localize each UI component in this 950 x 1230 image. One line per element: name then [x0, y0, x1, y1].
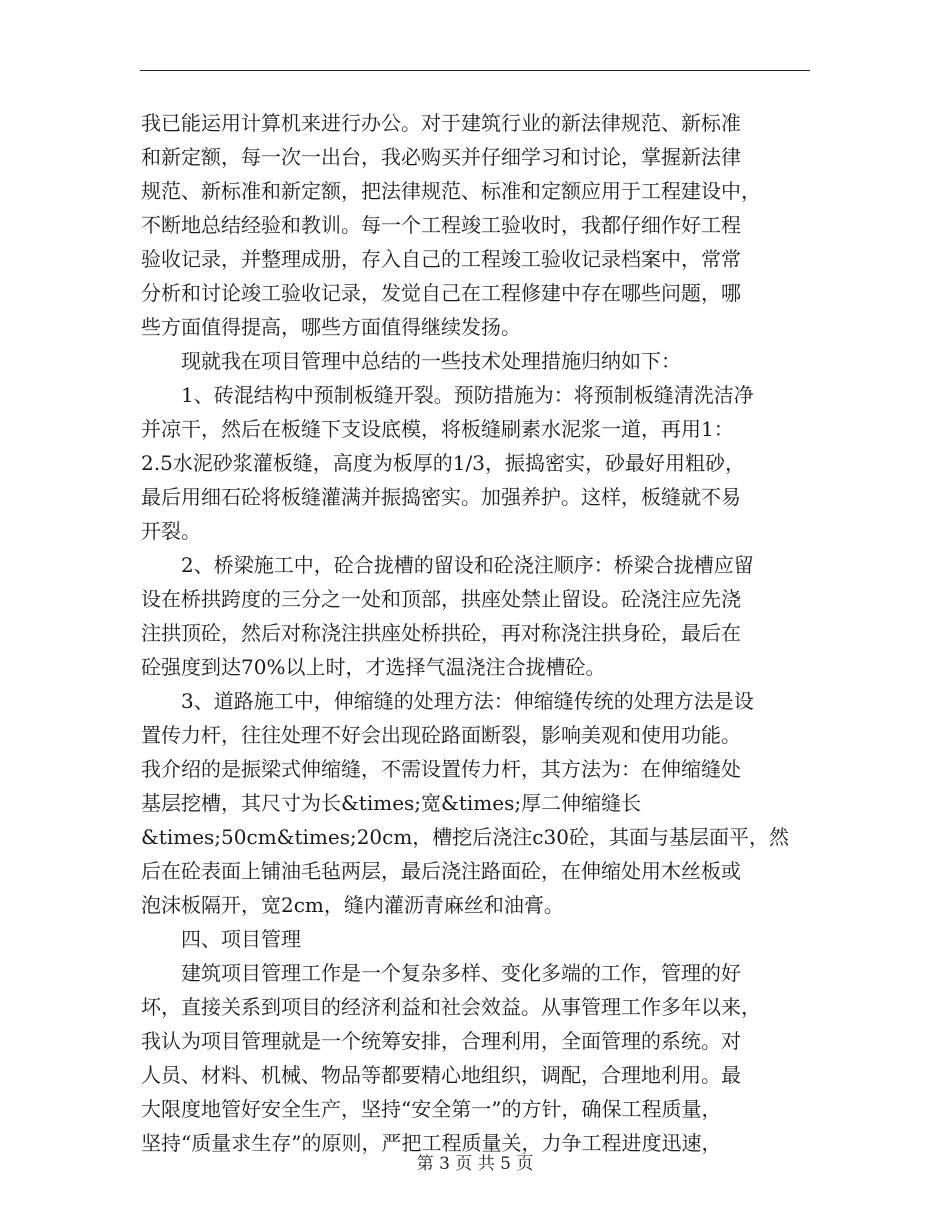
text-line: 我介绍的是振梁式伸缩缝，不需设置传力杆，其方法为：在伸缩缝处 — [141, 757, 741, 781]
text-line: 注拱顶砼，然后对称浇注拱座处桥拱砼，再对称浇注拱身砼，最后在 — [141, 621, 741, 645]
page-number-footer: 第 3 页 共 5 页 — [416, 1154, 534, 1174]
text-line: 最后用细石砼将板缝灌满并振捣密实。加强养护。这样，板缝就不易 — [141, 485, 741, 509]
text-line: 我已能运用计算机来进行办公。对于建筑行业的新法律规范、新标准 — [141, 111, 741, 135]
text-line: 分析和讨论竣工验收记录，发觉自己在工程修建中存在哪些问题，哪 — [141, 281, 741, 305]
text-line: 坚持“质量求生存”的原则，严把工程质量关，力争工程进度迅速， — [141, 1131, 722, 1155]
text-line: 和新定额，每一次一出台，我必购买并仔细学习和讨论，掌握新法律 — [141, 145, 741, 169]
text-line: 设在桥拱跨度的三分之一处和顶部，拱座处禁止留设。砼浇注应先浇 — [141, 587, 741, 611]
text-line: 验收记录，并整理成册，存入自己的工程竣工验收记录档案中，常常 — [141, 247, 741, 271]
text-line: 些方面值得提高，哪些方面值得继续发扬。 — [141, 315, 521, 339]
text-line: 不断地总结经验和教训。每一个工程竣工验收时，我都仔细作好工程 — [141, 213, 741, 237]
text-line: 人员、材料、机械、物品等都要精心地组织，调配，合理地利用。最 — [141, 1063, 741, 1087]
text-line: 开裂。 — [141, 519, 201, 543]
text-line: 泡沫板隔开，宽2cm，缝内灌沥青麻丝和油膏。 — [141, 893, 564, 917]
header-rule — [140, 70, 810, 71]
text-line: 1、砖混结构中预制板缝开裂。预防措施为：将预制板缝清洗洁净 — [141, 383, 754, 407]
text-line: 基层挖槽，其尺寸为长&times;宽&times;厚二伸缩缝长 — [141, 791, 642, 815]
text-line: 3、道路施工中，伸缩缝的处理方法：伸缩缝传统的处理方法是设 — [141, 689, 754, 713]
text-line: 规范、新标准和新定额，把法律规范、标准和定额应用于工程建设中， — [141, 179, 761, 203]
text-line: 并凉干，然后在板缝下支设底模，将板缝刷素水泥浆一道，再用1： — [141, 417, 734, 441]
text-line: 2.5水泥砂浆灌板缝，高度为板厚的1/3，振捣密实，砂最好用粗砂， — [141, 451, 745, 475]
text-line: 大限度地管好安全生产，坚持“安全第一”的方针，确保工程质量， — [141, 1097, 722, 1121]
document-body — [141, 106, 813, 1160]
text-line: 后在砼表面上铺油毛毡两层，最后浇注路面砼，在伸缩处用木丝板或 — [141, 859, 741, 883]
text-line: 建筑项目管理工作是一个复杂多样、变化多端的工作，管理的好 — [141, 961, 741, 985]
section-heading: 四、项目管理 — [141, 927, 301, 951]
text-line: 我认为项目管理就是一个统筹安排，合理利用，全面管理的系统。对 — [141, 1029, 741, 1053]
text-line: 砼强度到达70%以上时，才选择气温浇注合拢槽砼。 — [141, 655, 606, 679]
text-line: 2、桥梁施工中，砼合拢槽的留设和砼浇注顺序：桥梁合拢槽应留 — [141, 553, 754, 577]
text-line: &times;50cm&times;20cm，槽挖后浇注c30砼，其面与基层面平，然 — [141, 825, 789, 849]
text-line: 置传力杆，往往处理不好会出现砼路面断裂，影响美观和使用功能。 — [141, 723, 741, 747]
text-line: 现就我在项目管理中总结的一些技术处理措施归纳如下： — [141, 349, 681, 373]
text-line: 坏，直接关系到项目的经济利益和社会效益。从事管理工作多年以来， — [141, 995, 761, 1019]
